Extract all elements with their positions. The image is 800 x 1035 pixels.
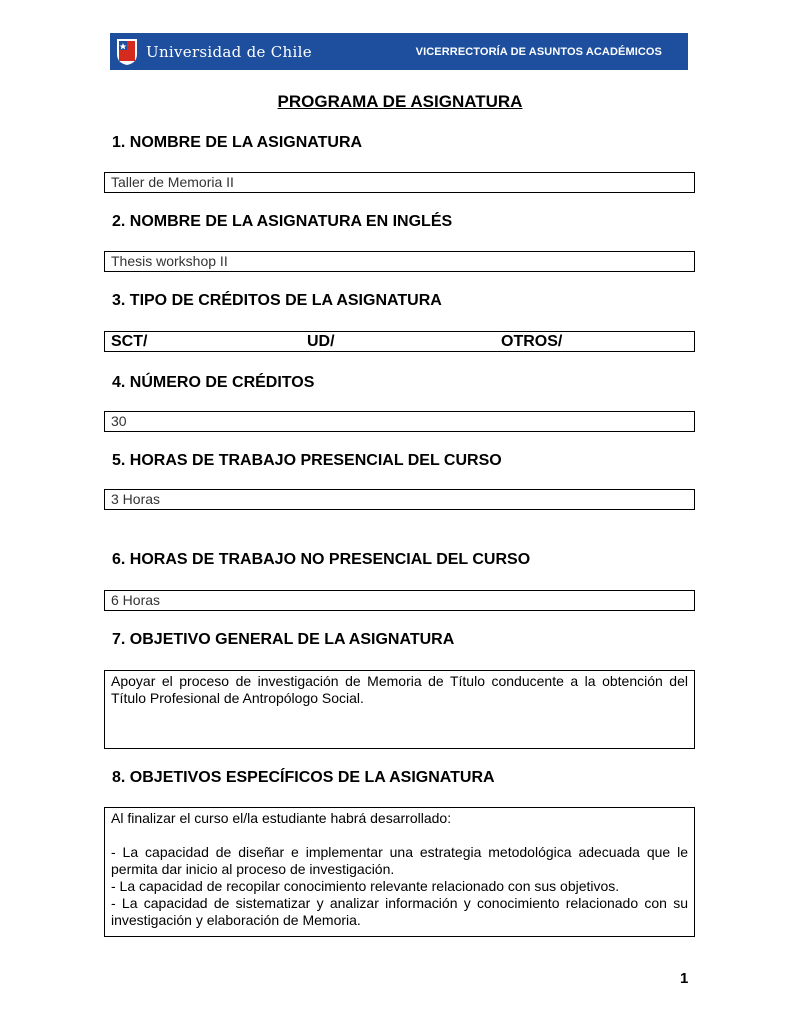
presential-hours-field: 3 Horas bbox=[104, 489, 695, 510]
section-3-heading: 3. TIPO DE CRÉDITOS DE LA ASIGNATURA bbox=[112, 292, 442, 309]
header-banner bbox=[110, 33, 688, 70]
document-title: PROGRAMA DE ASIGNATURA bbox=[277, 92, 523, 111]
credit-type-ud: UD/ bbox=[307, 333, 335, 350]
page-number: 1 bbox=[680, 970, 689, 987]
section-1-heading: 1. NOMBRE DE LA ASIGNATURA bbox=[112, 134, 363, 151]
list-item: - La capacidad de diseñar e implementar una estrategia metodológica adecuada que le permita dar inicio al proceso de investigación. bbox=[111, 844, 688, 877]
list-item: - La capacidad de recopilar conocimiento relevante relacionado con sus objetivos. bbox=[111, 878, 620, 894]
section-5-heading: 5. HORAS DE TRABAJO PRESENCIAL DEL CURSO bbox=[112, 452, 502, 469]
general-objective-text: Apoyar el proceso de investigación de Memoria de Título conducente a la obtención del Título Profesional de Antropólogo Social. bbox=[111, 673, 688, 706]
section-4-heading: 4. NÚMERO DE CRÉDITOS bbox=[112, 374, 315, 391]
credit-type-sct: SCT/ bbox=[111, 333, 148, 350]
course-name-field: Taller de Memoria II bbox=[104, 172, 695, 193]
university-crest-icon bbox=[116, 38, 138, 66]
non-presential-hours-field: 6 Horas bbox=[104, 590, 695, 611]
section-6-heading: 6. HORAS DE TRABAJO NO PRESENCIAL DEL CURSO bbox=[112, 551, 531, 568]
specific-objectives-box bbox=[104, 807, 695, 937]
university-name: Universidad de Chile bbox=[146, 42, 312, 61]
section-7-heading: 7. OBJETIVO GENERAL DE LA ASIGNATURA bbox=[112, 631, 455, 648]
credit-number-field: 30 bbox=[104, 411, 695, 432]
vicerrectoria-label: VICERRECTORÍA DE ASUNTOS ACADÉMICOS bbox=[415, 45, 662, 58]
list-item: - La capacidad de sistematizar y analizar información y conocimiento relacionado con su investigación y elaboración de Memoria. bbox=[111, 895, 688, 928]
credit-type-field bbox=[104, 331, 695, 352]
course-name-english-field: Thesis workshop II bbox=[104, 251, 695, 272]
section-2-heading: 2. NOMBRE DE LA ASIGNATURA EN INGLÉS bbox=[112, 213, 453, 230]
specific-objectives-intro: Al finalizar el curso el/la estudiante habrá desarrollado: bbox=[111, 810, 452, 826]
section-8-heading: 8. OBJETIVOS ESPECÍFICOS DE LA ASIGNATURA bbox=[112, 769, 495, 786]
credit-type-otros: OTROS/ bbox=[501, 333, 563, 350]
general-objective-box bbox=[104, 670, 695, 749]
